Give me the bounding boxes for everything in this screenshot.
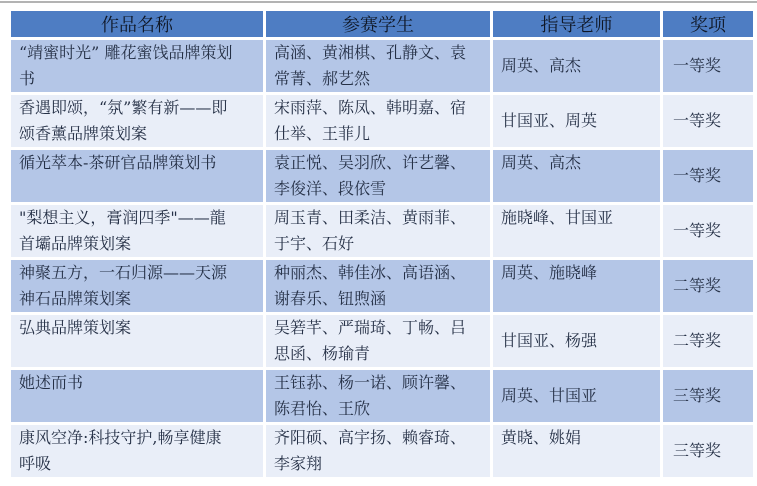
- award-cell: 一等奖: [662, 39, 755, 94]
- students-cell: 高涵、黄湘棋、孔静文、袁常菁、郝艺然: [265, 39, 492, 94]
- table-row: [10, 369, 755, 424]
- students-cell: 周玉青、田柔洁、黄雨菲、于宇、石好: [265, 204, 492, 259]
- teachers-cell: 施晓峰、甘国亚: [492, 204, 662, 259]
- work-cell: 她述而书: [10, 369, 265, 424]
- teachers-cell: 甘国亚、周英: [492, 94, 662, 149]
- header-row: [10, 10, 755, 39]
- table-row: [10, 314, 755, 369]
- awards-table: [8, 8, 756, 480]
- work-cell: 康风空净:科技守护,畅享健康呼吸: [10, 424, 265, 479]
- top-border-line: [0, 1, 757, 3]
- teachers-cell: 周英、高杰: [492, 39, 662, 94]
- table-row: [10, 39, 755, 94]
- work-cell: 循光萃本-茶研官品牌策划书: [10, 149, 265, 204]
- work-cell: "梨想主义，膏润四季"——龍首壩品牌策划案: [10, 204, 265, 259]
- work-cell: 弘典品牌策划案: [10, 314, 265, 369]
- column-header-work: 作品名称: [10, 10, 265, 39]
- teachers-cell: 黄晓、姚娟: [492, 424, 662, 479]
- students-cell: 宋雨萍、陈凤、韩明嘉、宿仕举、王菲儿: [265, 94, 492, 149]
- students-cell: 种丽杰、韩佳冰、高语涵、谢春乐、钮煦涵: [265, 259, 492, 314]
- work-cell: 神聚五方，一石归源——天源神石品牌策划案: [10, 259, 265, 314]
- award-cell: 三等奖: [662, 424, 755, 479]
- table-row: [10, 149, 755, 204]
- column-header-teachers: 指导老师: [492, 10, 662, 39]
- students-cell: 王钰荪、杨一诺、顾许馨、陈君怡、王欣: [265, 369, 492, 424]
- work-cell: 香遇即颂，“氛”繁有新——即颂香薰品牌策划案: [10, 94, 265, 149]
- table-row: [10, 424, 755, 479]
- students-cell: 袁正悦、吴羽欣、许艺馨、李俊洋、段依雪: [265, 149, 492, 204]
- work-cell: “靖蜜时光” 雕花蜜饯品牌策划书: [10, 39, 265, 94]
- table-row: [10, 204, 755, 259]
- students-cell: 吴箬芊、严瑞琦、丁畅、吕思函、杨瑜青: [265, 314, 492, 369]
- table-row: [10, 94, 755, 149]
- award-cell: 二等奖: [662, 314, 755, 369]
- award-cell: 三等奖: [662, 369, 755, 424]
- award-cell: 一等奖: [662, 149, 755, 204]
- award-cell: 二等奖: [662, 259, 755, 314]
- column-header-award: 奖项: [662, 10, 755, 39]
- teachers-cell: 周英、甘国亚: [492, 369, 662, 424]
- teachers-cell: 周英、高杰: [492, 149, 662, 204]
- teachers-cell: 甘国亚、杨强: [492, 314, 662, 369]
- column-header-students: 参赛学生: [265, 10, 492, 39]
- award-cell: 一等奖: [662, 204, 755, 259]
- award-cell: 一等奖: [662, 94, 755, 149]
- teachers-cell: 周英、施晓峰: [492, 259, 662, 314]
- students-cell: 齐阳硕、高宇扬、赖睿琦、李家翔: [265, 424, 492, 479]
- table-row: [10, 259, 755, 314]
